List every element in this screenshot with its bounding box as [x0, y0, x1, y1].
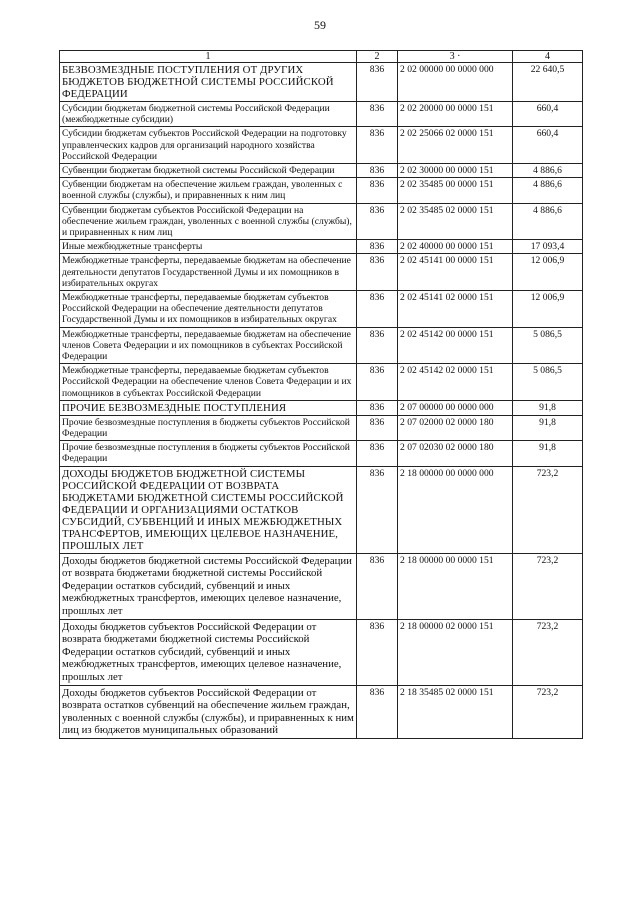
table-row [60, 364, 583, 401]
table-row [60, 254, 583, 291]
budget-revenue-table [59, 50, 583, 739]
row-admin-code-cell: 836 [357, 178, 398, 203]
row-name-cell: ДОХОДЫ БЮДЖЕТОВ БЮДЖЕТНОЙ СИСТЕМЫ РОССИЙСКОЙ ФЕДЕРАЦИИ ОТ ВОЗВРАТА БЮДЖЕТАМИ БЮДЖЕТНОЙ СИСТЕМЫ РОССИЙСКОЙ ФЕДЕРАЦИИ И ОРГАНИЗАЦИЯМИ ОСТАТКОВ СУБСИДИЙ, СУБВЕНЦИЙ И ИНЫХ МЕЖБЮДЖЕТНЫХ ТРАНСФЕРТОВ, ИМЕЮЩИХ ЦЕЛЕВОЕ НАЗНАЧЕНИЕ, ПРОШЛЫХ ЛЕТ [60, 466, 357, 553]
row-name-cell: Субвенции бюджетам бюджетной системы Российской Федерации [60, 164, 357, 178]
row-kbk-cell: 2 18 00000 02 0000 151 [398, 619, 513, 685]
row-admin-code-cell: 836 [357, 441, 398, 466]
page-number: 59 [314, 18, 326, 32]
row-amount-cell: 91,8 [513, 441, 583, 466]
table-row [60, 619, 583, 685]
table-row [60, 164, 583, 178]
table-row [60, 178, 583, 203]
row-amount-cell: 4 886,6 [513, 178, 583, 203]
row-name-cell: Межбюджетные трансферты, передаваемые бюджетам субъектов Российской Федерации на обеспечение деятельности депутатов Государственной Думы и их помощников в избирательных округах [60, 291, 357, 328]
row-name-cell: Прочие безвозмездные поступления в бюджеты субъектов Российской Федерации [60, 415, 357, 440]
row-admin-code-cell: 836 [357, 364, 398, 401]
row-kbk-cell: 2 07 02000 02 0000 180 [398, 415, 513, 440]
row-kbk-cell: 2 02 40000 00 0000 151 [398, 240, 513, 254]
row-name-cell: ПРОЧИЕ БЕЗВОЗМЕЗДНЫЕ ПОСТУПЛЕНИЯ [60, 400, 357, 415]
row-amount-cell: 723,2 [513, 553, 583, 619]
row-name-cell: Межбюджетные трансферты, передаваемые бюджетам на обеспечение деятельности депутатов Государственной Думы и их помощников в избирательных округах [60, 254, 357, 291]
table-row [60, 63, 583, 102]
row-amount-cell: 723,2 [513, 619, 583, 685]
row-amount-cell: 12 006,9 [513, 254, 583, 291]
table-row [60, 203, 583, 240]
row-admin-code-cell: 836 [357, 685, 398, 738]
table-row [60, 291, 583, 328]
row-kbk-cell: 2 02 45141 00 0000 151 [398, 254, 513, 291]
row-kbk-cell: 2 18 00000 00 0000 000 [398, 466, 513, 553]
table-row [60, 400, 583, 415]
table-row [60, 685, 583, 738]
row-amount-cell: 22 640,5 [513, 63, 583, 102]
row-amount-cell: 660,4 [513, 102, 583, 127]
row-kbk-cell: 2 07 02030 02 0000 180 [398, 441, 513, 466]
row-amount-cell: 4 886,6 [513, 203, 583, 240]
row-admin-code-cell: 836 [357, 415, 398, 440]
row-amount-cell: 660,4 [513, 127, 583, 164]
row-amount-cell: 91,8 [513, 415, 583, 440]
row-admin-code-cell: 836 [357, 619, 398, 685]
row-admin-code-cell: 836 [357, 291, 398, 328]
table-row [60, 466, 583, 553]
table-row [60, 327, 583, 364]
row-admin-code-cell: 836 [357, 127, 398, 164]
column-header-kbk: 3 · [398, 51, 513, 63]
row-name-cell: Прочие безвозмездные поступления в бюджеты субъектов Российской Федерации [60, 441, 357, 466]
row-admin-code-cell: 836 [357, 466, 398, 553]
row-name-cell: Субвенции бюджетам субъектов Российской Федерации на обеспечение жильем граждан, уволенных с военной службы (службы), и приравненных к ним лиц [60, 203, 357, 240]
row-amount-cell: 91,8 [513, 400, 583, 415]
row-kbk-cell: 2 02 25066 02 0000 151 [398, 127, 513, 164]
row-kbk-cell: 2 02 35485 00 0000 151 [398, 178, 513, 203]
row-admin-code-cell: 836 [357, 164, 398, 178]
column-header-amount: 4 [513, 51, 583, 63]
table-row [60, 553, 583, 619]
row-kbk-cell: 2 18 35485 02 0000 151 [398, 685, 513, 738]
row-admin-code-cell: 836 [357, 400, 398, 415]
row-name-cell: Доходы бюджетов субъектов Российской Федерации от возврата бюджетами бюджетной системы Российской Федерации остатков субсидий, субвенций и иных межбюджетных трансфертов, имеющих целевое назначение, прошлых лет [60, 619, 357, 685]
row-kbk-cell: 2 02 00000 00 0000 000 [398, 63, 513, 102]
table-row [60, 415, 583, 440]
row-name-cell: Доходы бюджетов субъектов Российской Федерации от возврата остатков субвенций на обеспечение жильем граждан, уволенных с военной службы (службы), и приравненных к ним лиц из бюджетов муниципальных образований [60, 685, 357, 738]
table-row [60, 102, 583, 127]
table-row [60, 240, 583, 254]
row-admin-code-cell: 836 [357, 203, 398, 240]
row-admin-code-cell: 836 [357, 63, 398, 102]
row-admin-code-cell: 836 [357, 254, 398, 291]
row-name-cell: Доходы бюджетов бюджетной системы Российской Федерации от возврата бюджетами бюджетной системы Российской Федерации остатков субсидий, субвенций и иных межбюджетных трансфертов, имеющих целевое назначение, прошлых лет [60, 553, 357, 619]
row-amount-cell: 5 086,5 [513, 327, 583, 364]
row-name-cell: БЕЗВОЗМЕЗДНЫЕ ПОСТУПЛЕНИЯ ОТ ДРУГИХ БЮДЖЕТОВ БЮДЖЕТНОЙ СИСТЕМЫ РОССИЙСКОЙ ФЕДЕРАЦИИ [60, 63, 357, 102]
table-row [60, 441, 583, 466]
row-kbk-cell: 2 07 00000 00 0000 000 [398, 400, 513, 415]
row-amount-cell: 723,2 [513, 466, 583, 553]
row-kbk-cell: 2 02 45142 02 0000 151 [398, 364, 513, 401]
row-name-cell: Иные межбюджетные трансферты [60, 240, 357, 254]
row-name-cell: Межбюджетные трансферты, передаваемые бюджетам субъектов Российской Федерации на обеспечение членов Совета Федерации и их помощников в субъектах Российской Федерации [60, 364, 357, 401]
row-amount-cell: 12 006,9 [513, 291, 583, 328]
row-amount-cell: 5 086,5 [513, 364, 583, 401]
table-header-row [60, 51, 583, 63]
row-admin-code-cell: 836 [357, 327, 398, 364]
column-header-name: 1 [60, 51, 357, 63]
row-kbk-cell: 2 18 00000 00 0000 151 [398, 553, 513, 619]
table-body [60, 63, 583, 739]
row-kbk-cell: 2 02 45142 00 0000 151 [398, 327, 513, 364]
row-kbk-cell: 2 02 20000 00 0000 151 [398, 102, 513, 127]
row-name-cell: Субвенции бюджетам на обеспечение жильем граждан, уволенных с военной службы (службы), и приравненных к ним лиц [60, 178, 357, 203]
row-name-cell: Субсидии бюджетам субъектов Российской Федерации на подготовку управленческих кадров для организаций народного хозяйства Российской Федерации [60, 127, 357, 164]
row-amount-cell: 723,2 [513, 685, 583, 738]
row-kbk-cell: 2 02 45141 02 0000 151 [398, 291, 513, 328]
row-name-cell: Субсидии бюджетам бюджетной системы Российской Федерации (межбюджетные субсидии) [60, 102, 357, 127]
row-kbk-cell: 2 02 30000 00 0000 151 [398, 164, 513, 178]
row-amount-cell: 17 093,4 [513, 240, 583, 254]
row-amount-cell: 4 886,6 [513, 164, 583, 178]
row-admin-code-cell: 836 [357, 240, 398, 254]
row-name-cell: Межбюджетные трансферты, передаваемые бюджетам на обеспечение членов Совета Федерации и их помощников в субъектах Российской Федерации [60, 327, 357, 364]
row-admin-code-cell: 836 [357, 102, 398, 127]
column-header-admin-code: 2 [357, 51, 398, 63]
row-admin-code-cell: 836 [357, 553, 398, 619]
row-kbk-cell: 2 02 35485 02 0000 151 [398, 203, 513, 240]
table-row [60, 127, 583, 164]
